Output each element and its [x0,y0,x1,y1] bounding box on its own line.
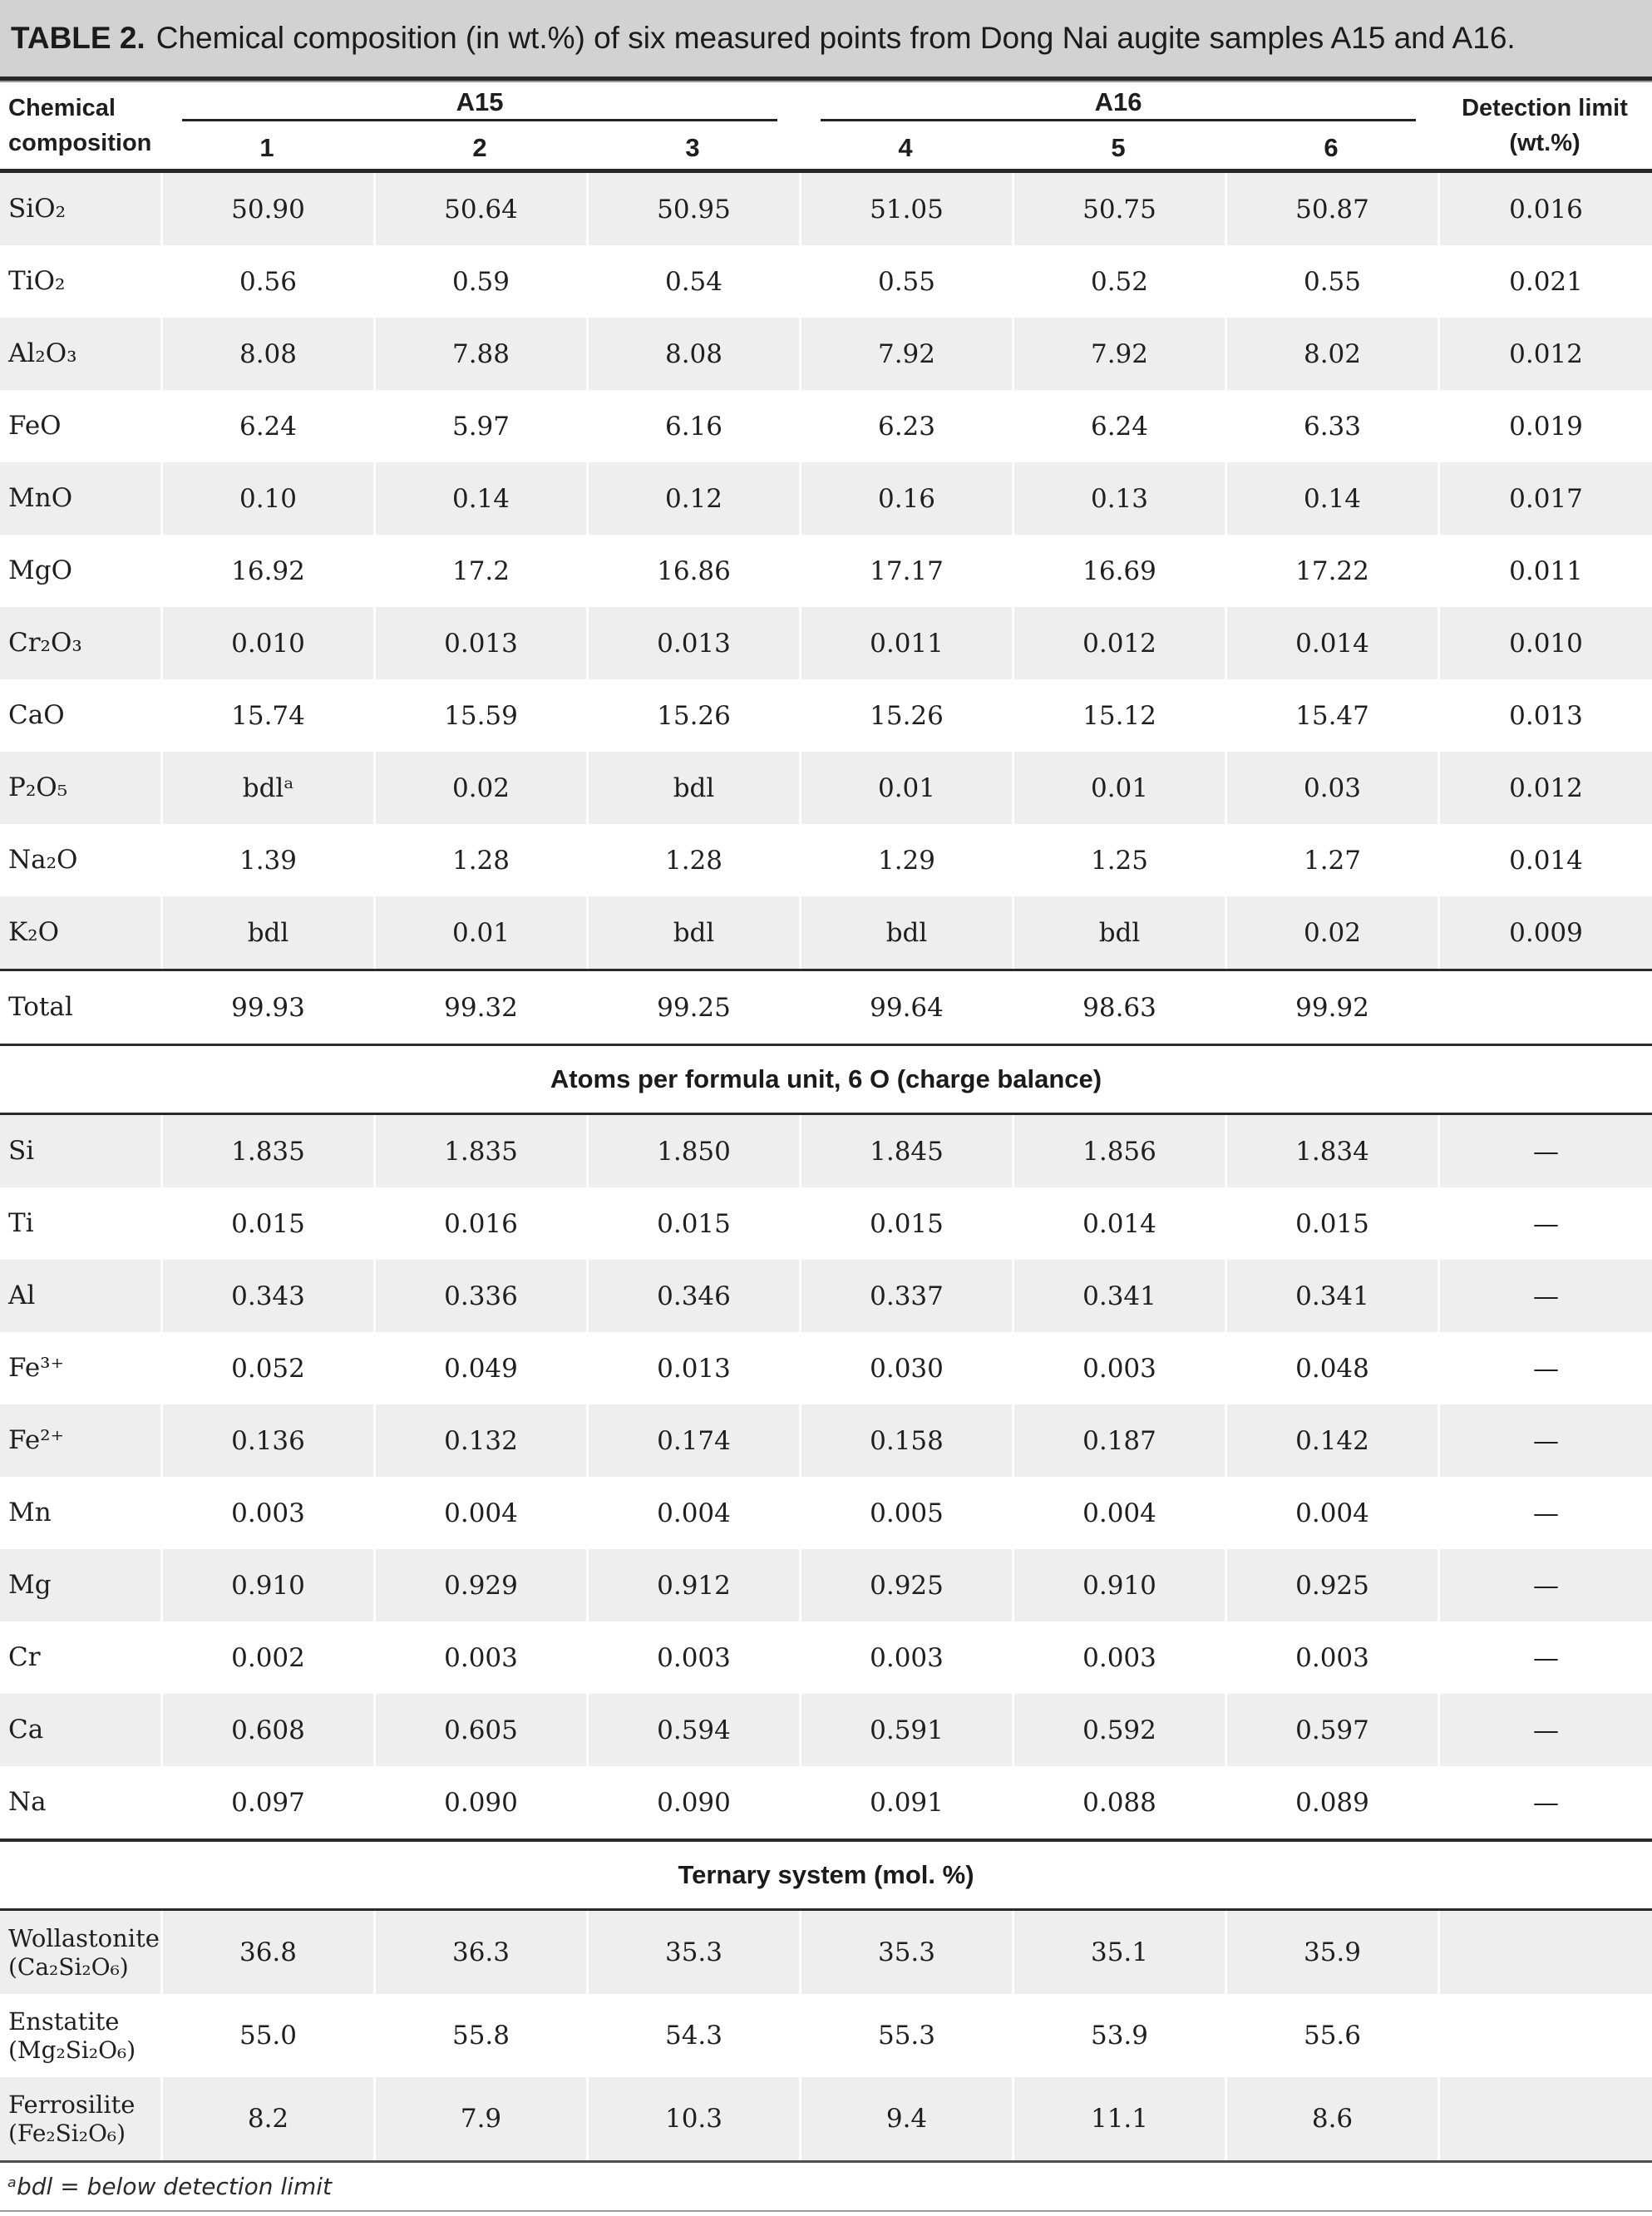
value-cell: 0.013 [586,607,799,679]
detection-limit-cell [1437,971,1652,1044]
value-cell: 7.88 [373,318,586,390]
value-cell: 55.3 [799,1994,1012,2077]
detection-limit-cell [1437,1911,1652,1994]
row-label-cell: Na₂O [8,844,78,875]
value-cell: 0.608 [160,1694,373,1766]
value-cell: 7.9 [373,2077,586,2160]
value-cell: 0.55 [1225,245,1437,318]
table-row [0,896,1652,969]
value-cell: 17.22 [1225,535,1437,607]
column-header-5: 5 [1111,132,1126,162]
value-cell: 0.003 [799,1621,1012,1694]
row-label-cell: Wollastonite (Ca₂Si₂O₆) [8,1923,160,1981]
value-cell: 0.13 [1012,462,1225,535]
value-cell: 35.3 [586,1911,799,1994]
table-row [0,1549,1652,1621]
value-cell: 6.33 [1225,390,1437,462]
value-cell: 0.088 [1012,1766,1225,1838]
value-cell: 99.93 [160,971,373,1044]
value-cell: 0.14 [1225,462,1437,535]
detection-limit-cell: — [1437,1187,1652,1260]
value-cell: 0.910 [1012,1549,1225,1621]
table-row [0,1621,1652,1694]
value-cell: 0.591 [799,1694,1012,1766]
table-row [0,318,1652,390]
row-label-cell: Ferrosilite (Fe₂Si₂O₆) [8,2090,136,2147]
row-label-cell: Na [8,1786,47,1817]
value-cell: 0.012 [1012,607,1225,679]
value-cell: 0.004 [586,1477,799,1549]
value-cell: 16.92 [160,535,373,607]
row-label-cell: SiO₂ [8,193,66,224]
table-row [0,390,1652,462]
value-cell: 0.187 [1012,1404,1225,1477]
table-row [0,1404,1652,1477]
value-cell: 0.052 [160,1332,373,1404]
detection-limit-cell: 0.010 [1437,607,1652,679]
value-cell: 55.6 [1225,1994,1437,2077]
value-cell: 15.26 [799,679,1012,752]
value-cell: 1.25 [1012,824,1225,896]
section-wt-percent-rows [0,173,1652,969]
detection-limit-cell: 0.014 [1437,824,1652,896]
table-row [0,1187,1652,1260]
row-label-cell: Al [8,1280,36,1310]
row-label-cell: Si [8,1135,35,1166]
value-cell: 0.091 [799,1766,1012,1838]
value-cell: 16.69 [1012,535,1225,607]
value-cell: 0.02 [373,752,586,824]
value-cell: 0.910 [160,1549,373,1621]
table-row [0,1994,1652,2077]
value-cell: 99.64 [799,971,1012,1044]
group-label-a16: A16 [1094,87,1142,116]
value-cell: 0.090 [586,1766,799,1838]
table-row [0,245,1652,318]
value-cell: 0.015 [586,1187,799,1260]
table-row [0,971,1652,1044]
value-cell: 0.003 [1012,1621,1225,1694]
footnote: ᵃbdl = below detection limit [7,2173,332,2200]
value-cell: 7.92 [799,318,1012,390]
value-cell: bdl [586,896,799,969]
value-cell: 16.86 [586,535,799,607]
value-cell: 1.834 [1225,1115,1437,1187]
value-cell: 0.01 [1012,752,1225,824]
row-label-cell: FeO [8,410,62,441]
table-row [0,1911,1652,1994]
value-cell: 98.63 [1012,971,1225,1044]
value-cell: 0.336 [373,1260,586,1332]
table-row [0,173,1652,245]
value-cell: 0.049 [373,1332,586,1404]
value-cell: 50.95 [586,173,799,245]
section-header-ternary: Ternary system (mol. %) [0,1842,1652,1908]
value-cell: 1.28 [373,824,586,896]
row-label-cell: Cr₂O₃ [8,627,82,658]
row-label-cell: Cr [8,1641,41,1672]
detection-limit-cell: 0.019 [1437,390,1652,462]
detection-limit-line2: (wt.%) [1509,130,1580,156]
value-cell: 0.341 [1225,1260,1437,1332]
value-cell: 8.08 [586,318,799,390]
row-label-cell: Enstatite (Mg₂Si₂O₆) [8,2006,136,2064]
detection-limit-cell: 0.017 [1437,462,1652,535]
table-row [0,1332,1652,1404]
value-cell: 50.90 [160,173,373,245]
value-cell: 99.92 [1225,971,1437,1044]
detection-limit-cell: — [1437,1115,1652,1187]
value-cell: 36.8 [160,1911,373,1994]
value-cell: 0.594 [586,1694,799,1766]
section-total-row [0,971,1652,1044]
value-cell: 6.24 [1012,390,1225,462]
table-column-header [0,82,1652,169]
value-cell: 8.08 [160,318,373,390]
value-cell: 0.014 [1012,1187,1225,1260]
detection-limit-cell: — [1437,1621,1652,1694]
detection-limit-cell: — [1437,1332,1652,1404]
value-cell: 8.02 [1225,318,1437,390]
detection-limit-cell: 0.012 [1437,752,1652,824]
table-row [0,1260,1652,1332]
value-cell: 0.003 [1012,1332,1225,1404]
value-cell: 0.59 [373,245,586,318]
column-header-6: 6 [1324,132,1339,162]
value-cell: 5.97 [373,390,586,462]
value-cell: 1.856 [1012,1115,1225,1187]
value-cell: 0.03 [1225,752,1437,824]
value-cell: 6.23 [799,390,1012,462]
value-cell: 15.47 [1225,679,1437,752]
table-row [0,607,1652,679]
value-cell: 0.55 [799,245,1012,318]
column-header-line2: composition [8,130,152,156]
value-cell: 0.136 [160,1404,373,1477]
row-label-cell: Mg [8,1569,52,1600]
value-cell: 8.2 [160,2077,373,2160]
detection-limit-cell: — [1437,1260,1652,1332]
value-cell: 1.835 [373,1115,586,1187]
table-row [0,1766,1652,1838]
table-row [0,824,1652,896]
value-cell: 35.3 [799,1911,1012,1994]
value-cell: 0.343 [160,1260,373,1332]
value-cell: 0.912 [586,1549,799,1621]
detection-limit-line1: Detection limit [1462,94,1628,121]
detection-limit-cell: 0.013 [1437,679,1652,752]
column-group-a16 [799,82,1437,169]
value-cell: 55.8 [373,1994,586,2077]
value-cell: 0.089 [1225,1766,1437,1838]
value-cell: bdlᵃ [160,752,373,824]
value-cell: 0.346 [586,1260,799,1332]
table-number: TABLE 2. [11,21,145,55]
detection-limit-cell: — [1437,1549,1652,1621]
table-row [0,2077,1652,2160]
value-cell: 0.142 [1225,1404,1437,1477]
value-cell: 54.3 [586,1994,799,2077]
value-cell: 0.52 [1012,245,1225,318]
row-label-cell: Fe³⁺ [8,1352,64,1383]
column-group-a15 [160,82,799,169]
column-header-3: 3 [685,132,700,162]
detection-limit-cell: 0.009 [1437,896,1652,969]
group-columns-a16 [799,121,1437,169]
detection-limit-cell: 0.021 [1437,245,1652,318]
value-cell: 35.1 [1012,1911,1225,1994]
detection-limit-cell: — [1437,1477,1652,1549]
value-cell: 0.14 [373,462,586,535]
value-cell: bdl [586,752,799,824]
value-cell: 0.02 [1225,896,1437,969]
section-header-apfu: Atoms per formula unit, 6 O (charge balance) [0,1046,1652,1113]
row-label-cell: Mn [8,1497,52,1528]
value-cell: 1.39 [160,824,373,896]
value-cell: 0.54 [586,245,799,318]
value-cell: bdl [799,896,1012,969]
table-row [0,462,1652,535]
value-cell: 0.01 [373,896,586,969]
value-cell: 11.1 [1012,2077,1225,2160]
detection-limit-cell: 0.016 [1437,173,1652,245]
value-cell: 55.0 [160,1994,373,2077]
value-cell: 50.87 [1225,173,1437,245]
row-label-cell: CaO [8,699,65,730]
value-cell: 15.59 [373,679,586,752]
value-cell: 8.6 [1225,2077,1437,2160]
detection-limit-cell: 0.012 [1437,318,1652,390]
value-cell: 0.003 [586,1621,799,1694]
value-cell: 15.74 [160,679,373,752]
value-cell: 0.003 [1225,1621,1437,1694]
value-cell: 0.015 [1225,1187,1437,1260]
value-cell: 1.835 [160,1115,373,1187]
divider-page-bottom [0,2210,1652,2212]
table-row [0,679,1652,752]
detection-limit-cell [1437,1994,1652,2077]
column-header-4: 4 [898,132,913,162]
column-header-1: 1 [259,132,274,162]
section-ternary-rows [0,1911,1652,2160]
table-title-bar [0,0,1652,76]
value-cell: 15.12 [1012,679,1225,752]
value-cell: 0.925 [1225,1549,1437,1621]
value-cell: 0.174 [586,1404,799,1477]
value-cell: 0.10 [160,462,373,535]
row-label-cell: Ti [8,1207,34,1238]
column-header-line1: Chemical [8,94,116,121]
value-cell: 0.56 [160,245,373,318]
value-cell: 0.015 [160,1187,373,1260]
value-cell: 0.337 [799,1260,1012,1332]
value-cell: bdl [160,896,373,969]
value-cell: 50.64 [373,173,586,245]
value-cell: 0.013 [373,607,586,679]
row-label-cell: K₂O [8,916,60,947]
value-cell: 0.002 [160,1621,373,1694]
value-cell: 0.003 [160,1477,373,1549]
value-cell: 99.25 [586,971,799,1044]
value-cell: 51.05 [799,173,1012,245]
value-cell: 1.850 [586,1115,799,1187]
value-cell: 0.003 [373,1621,586,1694]
row-label-cell: TiO₂ [8,265,66,296]
value-cell: 0.341 [1012,1260,1225,1332]
value-cell: 0.16 [799,462,1012,535]
value-cell: 0.12 [586,462,799,535]
value-cell: 99.32 [373,971,586,1044]
table-row [0,1477,1652,1549]
value-cell: 0.597 [1225,1694,1437,1766]
value-cell: 0.030 [799,1332,1012,1404]
section-apfu-rows [0,1115,1652,1838]
value-cell: 0.004 [1225,1477,1437,1549]
value-cell: 53.9 [1012,1994,1225,2077]
value-cell: 1.27 [1225,824,1437,896]
detection-limit-cell: — [1437,1694,1652,1766]
row-label-cell: Fe²⁺ [8,1424,64,1455]
value-cell: 0.929 [373,1549,586,1621]
row-label-cell: MnO [8,482,73,513]
value-cell: 1.845 [799,1115,1012,1187]
column-header-chemical-composition [0,82,160,169]
row-label-cell: Total [8,991,73,1022]
detection-limit-cell [1437,2077,1652,2160]
value-cell: 9.4 [799,2077,1012,2160]
value-cell: 0.048 [1225,1332,1437,1404]
value-cell: 0.132 [373,1404,586,1477]
value-cell: 0.016 [373,1187,586,1260]
value-cell: 0.013 [586,1332,799,1404]
value-cell: 35.9 [1225,1911,1437,1994]
value-cell: 6.16 [586,390,799,462]
value-cell: 0.01 [799,752,1012,824]
value-cell: 1.28 [586,824,799,896]
value-cell: 0.090 [373,1766,586,1838]
value-cell: 0.592 [1012,1694,1225,1766]
value-cell: 0.005 [799,1477,1012,1549]
detection-limit-cell: 0.011 [1437,535,1652,607]
value-cell: 0.004 [1012,1477,1225,1549]
column-header-detection-limit [1437,82,1652,169]
value-cell: 0.925 [799,1549,1012,1621]
row-label-cell: P₂O₅ [8,772,68,802]
group-label-a15: A15 [456,87,504,116]
table-caption: Chemical composition (in wt.%) of six measured points from Dong Nai augite samples A15 and A16. [155,21,1516,55]
detection-limit-cell: — [1437,1404,1652,1477]
value-cell: 6.24 [160,390,373,462]
value-cell: 0.158 [799,1404,1012,1477]
group-columns-a15 [160,121,799,169]
value-cell: 0.004 [373,1477,586,1549]
value-cell: 7.92 [1012,318,1225,390]
value-cell: 36.3 [373,1911,586,1994]
value-cell: 15.26 [586,679,799,752]
table-row [0,535,1652,607]
value-cell: 1.29 [799,824,1012,896]
value-cell: 0.010 [160,607,373,679]
value-cell: 50.75 [1012,173,1225,245]
value-cell: 0.097 [160,1766,373,1838]
column-header-2: 2 [472,132,487,162]
value-cell: 0.014 [1225,607,1437,679]
row-label-cell: Al₂O₃ [8,338,77,368]
value-cell: 0.011 [799,607,1012,679]
row-label-cell: Ca [8,1714,44,1745]
value-cell: bdl [1012,896,1225,969]
detection-limit-cell: — [1437,1766,1652,1838]
value-cell: 0.015 [799,1187,1012,1260]
value-cell: 17.2 [373,535,586,607]
value-cell: 0.605 [373,1694,586,1766]
value-cell: 10.3 [586,2077,799,2160]
row-label-cell: MgO [8,555,73,585]
table-row [0,752,1652,824]
value-cell: 17.17 [799,535,1012,607]
table-row [0,1115,1652,1187]
table-row [0,1694,1652,1766]
